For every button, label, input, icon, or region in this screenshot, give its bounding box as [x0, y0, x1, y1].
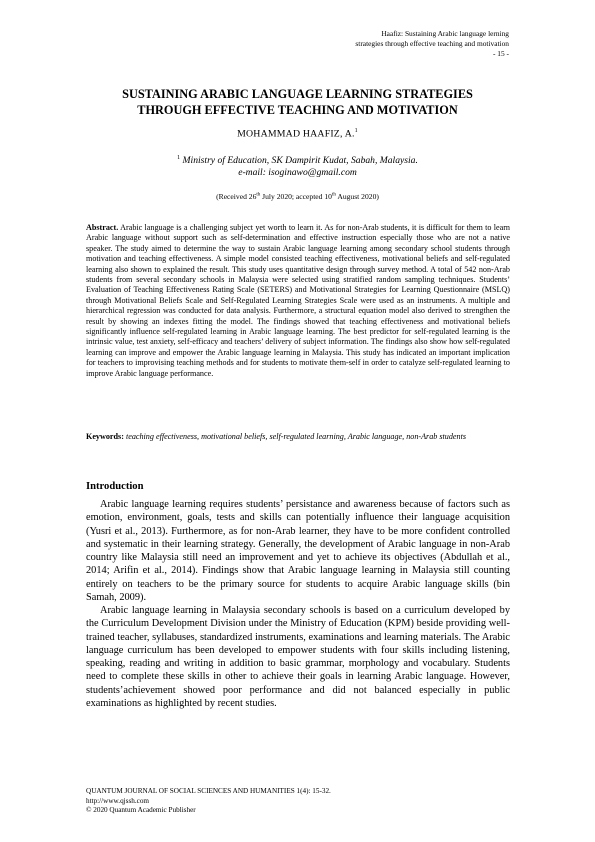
keywords-label: Keywords: [86, 432, 124, 441]
abstract-label: Abstract. [86, 223, 119, 232]
paragraph: Arabic language learning in Malaysia secondary schools is based on a curriculum developed by the Curriculum Development Division under the Ministry of Education (KPM) beside providing well-trained teacher, syllabuses, standardized instruments, examinations and learning materials. The Arabic language curriculum has been developed to empower students with four skills including listening, speaking, reading and writing in addition to basic grammar, morphology and vocabulary. Students need to complete these skills in other to achieve their goals in learning Arabic language. However, students’achievement showed poor performance and did not balanced especially in public examinations as highlighted by recent studies. [86, 605, 510, 709]
running-head-line-1: Haafiz: Sustaining Arabic language lerning [381, 29, 509, 38]
footer-url: http://www.qjssh.com [86, 796, 150, 805]
paper-title [60, 86, 535, 118]
paper-title-line-1: SUSTAINING ARABIC LANGUAGE LEARNING STRATEGIES [122, 87, 473, 101]
keywords [86, 432, 510, 442]
paragraph: Arabic language learning requires students’ persistance and awareness because of factors such as emotion, environment, goals, tests and skills can potentially influence their language acquisition (Yusri et al., 2013). Furthermore, as for non-Arab learner, they have to be more confident controlled and systematic in their learning strategy. Generally, the development of Arabic language in non-Arab country like Malaysia still need an improvement and yet to achieve its objectives (Abdullah et al., 2014; Arifin et al., 2014). Findings show that Arabic language learning in Malaysia still counting entirely on teachers to be the primary source for students to acquire Arabic language skills (bin Samah, 2009). [86, 499, 510, 603]
introduction-body [86, 498, 510, 710]
received-prefix: (Received 26 [216, 192, 257, 201]
author-line [0, 128, 595, 139]
footer-copyright: © 2020 Quantum Academic Publisher [86, 806, 196, 815]
received-sup-2: th [331, 192, 336, 198]
affiliation [0, 153, 595, 178]
received-suffix: August 2020) [335, 192, 379, 201]
keywords-text: teaching effectiveness, motivational beliefs, self-regulated learning, Arabic language, non-Arab students [123, 432, 467, 441]
received-middle: July 2020; accepted 10 [260, 192, 332, 201]
paper-title-line-2: THROUGH EFFECTIVE TEACHING AND MOTIVATION [137, 103, 458, 117]
received-dates [0, 192, 595, 201]
page-number: - 15 - [492, 49, 509, 58]
author-sup: 1 [354, 128, 358, 134]
affiliation-line [0, 153, 595, 167]
page-footer [86, 787, 331, 816]
affiliation-text: Ministry of Education, SK Dampirit Kudat, Sabah, Malaysia. [182, 155, 418, 167]
abstract-text: Arabic language is a challenging subject yet worth to learn it. As for non-Arab students, it is difficult for them to learn Arabic language without support such as self-determination and effective instruction especially those who are not a native speaker. The study aimed to determine the way to sustain Arabic language learning among secondary school students through motivation and teaching effectiveness. A simple model consisted teaching effectiveness, motivational beliefs and self-regulated learning also shown to explained the result. This study uses quantitative design through survey method. A total of 542 non-Arab students from several secondary schools in Malaysia were selected using stratified random sampling techniques. Students’ Evaluation of Teaching Effectiveness Rating Scale (SETERS) and Motivational Strategies for Learning Questionnaire (MSLQ) through Motivational Beliefs Scale and Self-Regulated Learning Strategies Scale were used as an instruments. A multiple and hierarchical regression was conducted for data analysis. Furthermore, a structural equation model also derived to strengthen the result by showing an indexes fitting the model. The findings showed that teaching effectiveness and motivational beliefs significantly influence self-regulated learning in Arabic language learning. The best predictor for self-regulated learning is the intrinsic value, test anxiety, self-efficacy and teachers’ delivery of subject information. The findings also show how self-regulated learning can improve and empower the Arabic language learning in Malaysia. This study has indicated an important implication for teachers to improvising teaching methods and for students to motivate them-self in order to catalyze self-regulated learning to improve Arabic language performance. [86, 223, 510, 378]
running-head [355, 29, 509, 59]
section-heading-introduction: Introduction [86, 481, 144, 492]
author-email: e-mail: isoginawo@gmail.com [238, 166, 357, 178]
abstract [86, 223, 510, 379]
footer-journal: QUANTUM JOURNAL OF SOCIAL SCIENCES AND HUMANITIES 1(4): 15-32. [86, 787, 331, 795]
affiliation-sup: 1 [177, 155, 181, 161]
author-name: MOHAMMAD HAAFIZ, A. [237, 128, 355, 140]
running-head-line-2: strategies through effective teaching and motivation [355, 39, 509, 48]
received-sup-1: th [256, 192, 261, 198]
